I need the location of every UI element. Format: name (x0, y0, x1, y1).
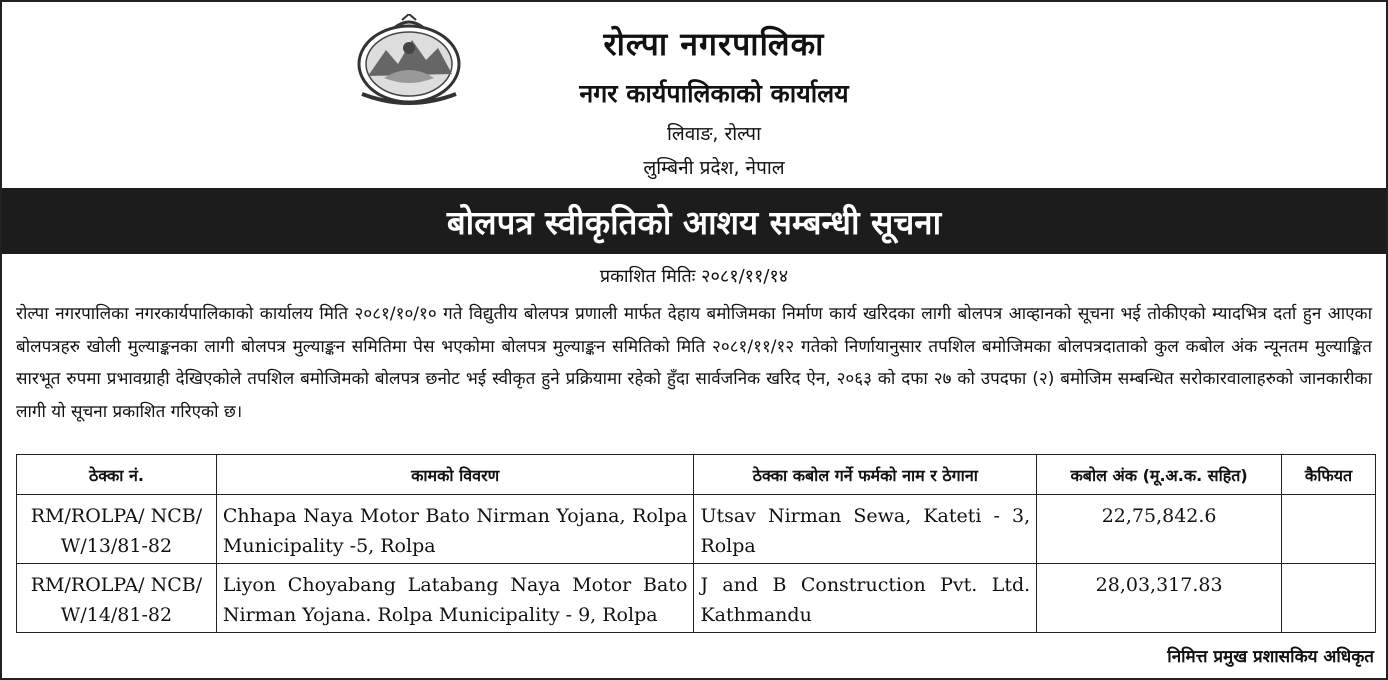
header (2, 2, 1386, 188)
tender-table (16, 454, 1376, 633)
office-subtitle: नगर कार्यपालिकाको कार्यालय (579, 79, 849, 108)
col-header-remarks: कैफियत (1282, 455, 1376, 495)
firm-name: J and B Construction Pvt. Ltd. Kathmandu (694, 564, 1037, 633)
office-title: रोल्पा नगरपालिका (603, 25, 825, 63)
bid-amount: 28,03,317.83 (1037, 564, 1282, 633)
signature: निमित्त प्रमुख प्रशासकिय अधिकृत (1167, 647, 1374, 667)
bid-amount: 22,75,842.6 (1037, 495, 1282, 564)
notice-title-banner (2, 188, 1386, 254)
office-province: लुम्बिनी प्रदेश, नेपाल (643, 157, 785, 179)
table-header-row (17, 455, 1376, 495)
notice-title: बोलपत्र स्वीकृतिको आशय सम्बन्धी सूचना (446, 202, 942, 242)
firm-name: Utsav Nirman Sewa, Kateti - 3, Rolpa (694, 495, 1037, 564)
col-header-contract-no: ठेक्का नं. (17, 455, 217, 495)
office-location: लिवाङ, रोल्पा (666, 123, 762, 145)
col-header-description: कामको विवरण (216, 455, 694, 495)
contract-no: RM/ROLPA/ NCB/ W/13/81-82 (17, 495, 217, 564)
table-row (17, 564, 1376, 633)
published-date: प्रकाशित मितिः २०८१/११/१४ (599, 266, 789, 287)
table-row (17, 495, 1376, 564)
col-header-amount: कबोल अंक (मू.अ.क. सहित) (1037, 455, 1282, 495)
work-description: Chhapa Naya Motor Bato Nirman Yojana, Rolpa Municipality -5, Rolpa (216, 495, 694, 564)
col-header-firm: ठेक्का कबोल गर्ने फर्मको नाम र ठेगाना (694, 455, 1037, 495)
contract-no: RM/ROLPA/ NCB/ W/14/81-82 (17, 564, 217, 633)
remarks (1282, 564, 1376, 633)
notice-body: रोल्पा नगरपालिका नगरकार्यपालिकाको कार्यालय मिति २०८१/१०/१० गते विद्युतीय बोलपत्र प्रणाली मार्फत देहाय बमोजिमका निर्माण कार्य खरिदका लागी बोलपत्र आव्हानको सूचना भई तोकीएको म्यादभित्र दर्ता हुन आएका बोलपत्रहरु खोली मुल्याङ्कनका लागी बोलपत्र मुल्याङ्कन समितिमा पेस भएकोमा बोलपत्र मुल्याङ्कन समितिको मिति २०८१/११/१२ गतेको निर्णायानुसार तपशिल बमोजिमका बोलपत्रदाताको कुल कबोल अंक न्यूनतम मुल्याङ्कित सारभूत रुपमा प्रभावग्राही देखिएकोले तपशिल बमोजिमको बोलपत्र छनोट भई स्वीकृत हुने प्रक्रियामा रहेको हुँदा सार्वजनिक खरिद ऐन, २०६३ को दफा २७ को उपदफा (२) बमोजिम सम्बन्धित सरोकारवालाहरुको जानकारीका लागी यो सूचना प्रकाशित गरिएको छ। (16, 304, 1372, 422)
remarks (1282, 495, 1376, 564)
work-description: Liyon Choyabang Latabang Naya Motor Bato Nirman Yojana. Rolpa Municipality - 9, Rolpa (216, 564, 694, 633)
